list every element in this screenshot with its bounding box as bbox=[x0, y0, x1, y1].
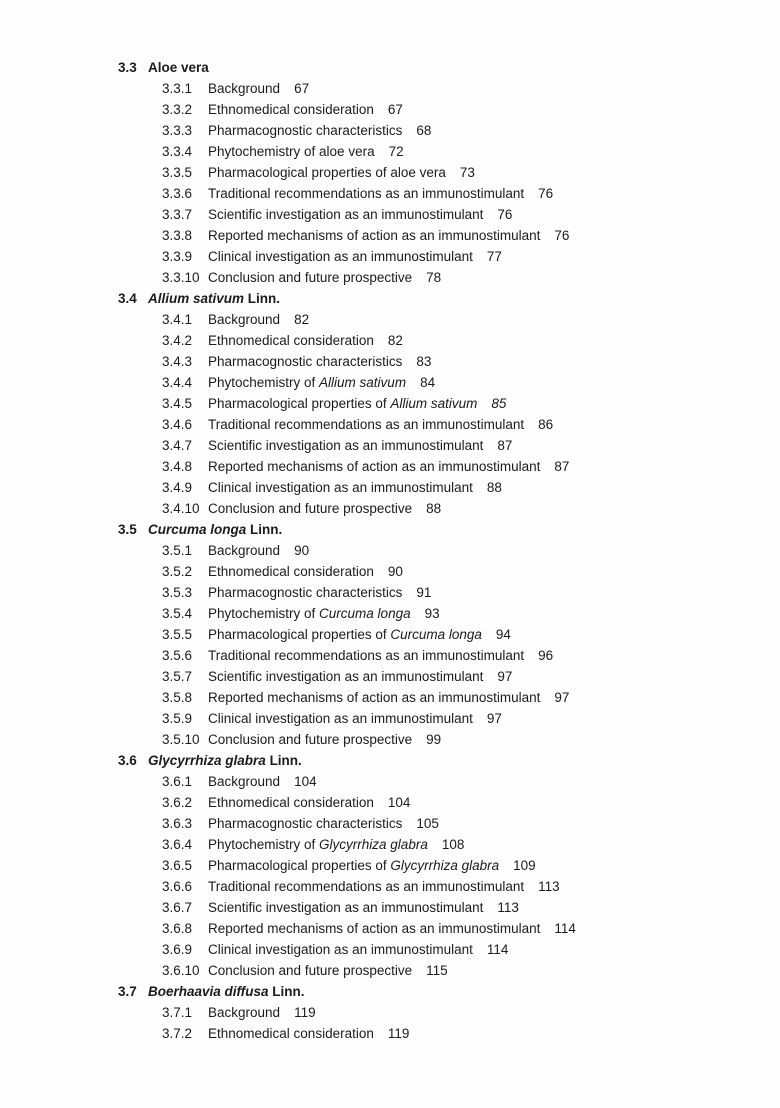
toc-entry-label-pre: Pharmacological properties of bbox=[208, 627, 391, 642]
toc-section-suffix: Linn. bbox=[265, 753, 302, 768]
toc-section-heading bbox=[118, 288, 720, 309]
toc-entry-number: 3.4.9 bbox=[162, 480, 193, 495]
toc-entry-label-italic: Glycyrrhiza glabra bbox=[319, 837, 428, 852]
toc-entry-label-pre: Conclusion and future prospective bbox=[208, 732, 413, 747]
toc-entry bbox=[118, 456, 720, 477]
toc-entry-label-pre: Pharmacological properties of aloe vera bbox=[208, 165, 446, 180]
toc-entry-label-pre: Clinical investigation as an immunostimulant bbox=[208, 942, 473, 957]
toc-entry-number: 3.6.4 bbox=[162, 837, 193, 852]
toc-entry-number: 3.5.1 bbox=[162, 543, 193, 558]
toc-entry-page: 97 bbox=[486, 711, 502, 726]
toc-entry-page: 77 bbox=[486, 249, 502, 264]
toc-entry-label-pre: Conclusion and future prospective bbox=[208, 501, 413, 516]
toc-section-heading bbox=[118, 981, 720, 1002]
toc-entry-label bbox=[208, 963, 412, 978]
toc-entry-label-pre: Traditional recommendations as an immunostimulant bbox=[208, 879, 525, 894]
toc-entry-label-pre: Ethnomedical consideration bbox=[208, 1026, 374, 1041]
toc-entry bbox=[118, 498, 720, 519]
toc-entry bbox=[118, 813, 720, 834]
toc-entry bbox=[118, 120, 720, 141]
toc-section-name: Glycyrrhiza glabra bbox=[148, 753, 266, 768]
toc-entry bbox=[118, 414, 720, 435]
toc-entry-list bbox=[118, 309, 720, 519]
toc-entry-label bbox=[208, 438, 483, 453]
toc-section-name: Aloe vera bbox=[148, 60, 209, 75]
toc-entry-number: 3.6.6 bbox=[162, 879, 193, 894]
toc-entry-label bbox=[208, 81, 280, 96]
toc-entry bbox=[118, 435, 720, 456]
toc-entry-number: 3.3.8 bbox=[162, 228, 193, 243]
toc-entry-page: 76 bbox=[497, 207, 513, 222]
toc-entry-number: 3.3.7 bbox=[162, 207, 193, 222]
toc-entry bbox=[118, 309, 720, 330]
toc-entry-label bbox=[208, 249, 473, 264]
toc-entry-label-pre: Scientific investigation as an immunostimulant bbox=[208, 207, 484, 222]
toc-entry-label-pre: Phytochemistry of aloe vera bbox=[208, 144, 375, 159]
toc-entry-page: 88 bbox=[486, 480, 502, 495]
toc-entry-page: 113 bbox=[497, 900, 519, 915]
toc-entry bbox=[118, 78, 720, 99]
toc-entry-page: 67 bbox=[387, 102, 403, 117]
toc-entry-page: 68 bbox=[416, 123, 432, 138]
toc-entry-label-pre: Ethnomedical consideration bbox=[208, 795, 374, 810]
toc-entry bbox=[118, 225, 720, 246]
toc-entry bbox=[118, 393, 720, 414]
toc-entry-label bbox=[208, 543, 280, 558]
toc-entry-label bbox=[208, 585, 402, 600]
toc-entry-number: 3.3.9 bbox=[162, 249, 193, 264]
toc-entry-label bbox=[208, 732, 412, 747]
toc-section-suffix: Linn. bbox=[244, 291, 281, 306]
toc-section bbox=[118, 519, 720, 750]
toc-entry-number: 3.5.8 bbox=[162, 690, 193, 705]
toc-entry-label-pre: Conclusion and future prospective bbox=[208, 270, 413, 285]
toc-entry-number: 3.5.2 bbox=[162, 564, 193, 579]
toc-entry-label bbox=[208, 921, 540, 936]
toc-entry-label-pre: Pharmacognostic characteristics bbox=[208, 354, 403, 369]
toc-entry bbox=[118, 204, 720, 225]
toc-entry-list bbox=[118, 78, 720, 288]
toc-entry-page: 109 bbox=[513, 858, 536, 873]
toc-entry-page: 93 bbox=[424, 606, 440, 621]
toc-entry-number: 3.6.1 bbox=[162, 774, 193, 789]
toc-entry-label bbox=[208, 480, 473, 495]
toc-entry-number: 3.6.9 bbox=[162, 942, 193, 957]
toc-entry-label bbox=[208, 879, 524, 894]
toc-entry-page: 114 bbox=[554, 921, 576, 936]
toc-section bbox=[118, 750, 720, 981]
toc-entry-label-pre: Reported mechanisms of action as an immunostimulant bbox=[208, 921, 541, 936]
toc-section-name: Allium sativum bbox=[148, 291, 245, 306]
toc-entry-label bbox=[208, 396, 477, 411]
toc-entry-page: 119 bbox=[387, 1026, 410, 1041]
toc-entry-label-pre: Traditional recommendations as an immunostimulant bbox=[208, 648, 525, 663]
toc-entry bbox=[118, 540, 720, 561]
toc-entry-label bbox=[208, 459, 540, 474]
toc-entry-label bbox=[208, 375, 406, 390]
toc-entry-page: 108 bbox=[441, 837, 465, 852]
toc-entry-number: 3.5.6 bbox=[162, 648, 193, 663]
toc-entry-label bbox=[208, 564, 374, 579]
toc-entry bbox=[118, 960, 720, 981]
toc-section-number: 3.3 bbox=[118, 60, 137, 75]
toc-entry-label-pre: Pharmacognostic characteristics bbox=[208, 585, 403, 600]
toc-entry-page: 85 bbox=[491, 396, 507, 411]
toc-entry-number: 3.4.7 bbox=[162, 438, 193, 453]
toc-entry bbox=[118, 561, 720, 582]
toc-entry-page: 88 bbox=[426, 501, 442, 516]
toc-entry bbox=[118, 897, 720, 918]
toc-entry-number: 3.5.10 bbox=[162, 732, 200, 747]
toc-entry-label bbox=[208, 165, 446, 180]
toc-entry-number: 3.4.1 bbox=[162, 312, 193, 327]
toc-entry-page: 78 bbox=[426, 270, 442, 285]
toc-entry-label-pre: Clinical investigation as an immunostimulant bbox=[208, 249, 473, 264]
toc-entry-label bbox=[208, 354, 402, 369]
toc-entry-label bbox=[208, 186, 524, 201]
toc-entry-number: 3.3.5 bbox=[162, 165, 193, 180]
toc-entry-label-pre: Pharmacognostic characteristics bbox=[208, 816, 403, 831]
toc-entry-label-pre: Background bbox=[208, 312, 281, 327]
toc-entry-label bbox=[208, 711, 473, 726]
toc-entry-label bbox=[208, 123, 402, 138]
toc-entry bbox=[118, 876, 720, 897]
toc-entry-label-pre: Background bbox=[208, 774, 281, 789]
toc-entry-label-pre: Pharmacological properties of bbox=[208, 858, 391, 873]
toc-entry bbox=[118, 183, 720, 204]
toc-entry-number: 3.4.10 bbox=[162, 501, 200, 516]
toc-entry-number: 3.3.4 bbox=[162, 144, 193, 159]
toc-entry-page: 96 bbox=[538, 648, 554, 663]
toc-entry-number: 3.5.4 bbox=[162, 606, 193, 621]
toc-entry-label bbox=[208, 816, 402, 831]
toc-section-number: 3.6 bbox=[118, 753, 137, 768]
toc-entry-label-pre: Background bbox=[208, 81, 281, 96]
toc-entry-label bbox=[208, 501, 412, 516]
toc-entry-list bbox=[118, 540, 720, 750]
toc-entry-page: 99 bbox=[426, 732, 442, 747]
toc-entry-number: 3.4.4 bbox=[162, 375, 193, 390]
toc-entry-number: 3.3.3 bbox=[162, 123, 193, 138]
toc-entry bbox=[118, 855, 720, 876]
toc-entry-number: 3.6.5 bbox=[162, 858, 193, 873]
toc-entry-label bbox=[208, 228, 540, 243]
toc-entry-label-italic: Glycyrrhiza glabra bbox=[390, 858, 500, 873]
toc-entry-label-pre: Traditional recommendations as an immunostimulant bbox=[208, 417, 525, 432]
toc-entry-label bbox=[208, 669, 483, 684]
toc-entry-page: 84 bbox=[420, 375, 436, 390]
toc-entry-page: 113 bbox=[538, 879, 560, 894]
toc-entry bbox=[118, 918, 720, 939]
toc-entry bbox=[118, 582, 720, 603]
toc-entry-label-pre: Background bbox=[208, 1005, 281, 1020]
toc-entry bbox=[118, 99, 720, 120]
toc-entry-label-pre: Ethnomedical consideration bbox=[208, 564, 374, 579]
toc-section bbox=[118, 981, 720, 1044]
toc-entry-number: 3.5.5 bbox=[162, 627, 193, 642]
toc-entry-label bbox=[208, 648, 524, 663]
toc-entry-label-pre: Pharmacological properties of bbox=[208, 396, 391, 411]
toc-entry-page: 90 bbox=[387, 564, 403, 579]
toc-entry-page: 72 bbox=[388, 144, 404, 159]
toc-section-number: 3.7 bbox=[118, 984, 137, 999]
toc-entry bbox=[118, 162, 720, 183]
toc-entry bbox=[118, 477, 720, 498]
toc-entry-page: 97 bbox=[497, 669, 513, 684]
toc-entry bbox=[118, 141, 720, 162]
toc-entry-number: 3.4.3 bbox=[162, 354, 193, 369]
toc-entry-page: 119 bbox=[294, 1005, 316, 1020]
toc-entry-label bbox=[208, 900, 483, 915]
toc-entry bbox=[118, 708, 720, 729]
toc-entry bbox=[118, 267, 720, 288]
toc-section-suffix: Linn. bbox=[268, 984, 305, 999]
toc-entry-number: 3.3.6 bbox=[162, 186, 193, 201]
toc-entry-label-italic: Curcuma longa bbox=[390, 627, 482, 642]
toc-entry-page: 97 bbox=[554, 690, 570, 705]
toc-entry-label bbox=[208, 606, 411, 621]
toc-entry-page: 104 bbox=[294, 774, 317, 789]
toc-entry-label-pre: Scientific investigation as an immunostimulant bbox=[208, 900, 484, 915]
toc-section-name: Boerhaavia diffusa bbox=[148, 984, 269, 999]
toc-entry-page: 104 bbox=[387, 795, 411, 810]
toc-section-heading bbox=[118, 519, 720, 540]
toc-entry-label-pre: Clinical investigation as an immunostimulant bbox=[208, 480, 473, 495]
toc-entry bbox=[118, 351, 720, 372]
toc-entry-label-pre: Ethnomedical consideration bbox=[208, 333, 374, 348]
toc-entry-page: 73 bbox=[459, 165, 475, 180]
toc-entry-label bbox=[208, 858, 499, 873]
toc-section-heading bbox=[118, 750, 720, 771]
toc-entry-number: 3.3.2 bbox=[162, 102, 193, 117]
toc-entry-number: 3.4.5 bbox=[162, 396, 193, 411]
toc-section-name: Curcuma longa bbox=[148, 522, 247, 537]
toc-entry-number: 3.7.1 bbox=[162, 1005, 193, 1020]
toc-entry-number: 3.6.8 bbox=[162, 921, 193, 936]
toc-entry-number: 3.6.3 bbox=[162, 816, 193, 831]
toc-entry-label bbox=[208, 795, 374, 810]
toc-entry-list bbox=[118, 1002, 720, 1044]
toc-section-suffix: Linn. bbox=[246, 522, 283, 537]
toc-entry-page: 91 bbox=[416, 585, 432, 600]
toc-entry-number: 3.6.10 bbox=[162, 963, 200, 978]
toc-entry-page: 83 bbox=[416, 354, 432, 369]
toc-entry-number: 3.6.7 bbox=[162, 900, 193, 915]
toc-entry-number: 3.4.2 bbox=[162, 333, 193, 348]
toc-entry-label bbox=[208, 102, 374, 117]
toc-entry-label-pre: Conclusion and future prospective bbox=[208, 963, 413, 978]
toc-entry-number: 3.6.2 bbox=[162, 795, 193, 810]
toc-entry bbox=[118, 729, 720, 750]
toc-section-number: 3.5 bbox=[118, 522, 137, 537]
toc-entry bbox=[118, 246, 720, 267]
toc-entry-label bbox=[208, 627, 482, 642]
toc-entry-label bbox=[208, 207, 483, 222]
toc-entry-page: 67 bbox=[294, 81, 310, 96]
toc-entry-label-pre: Phytochemistry of bbox=[208, 375, 320, 390]
table-of-contents bbox=[118, 57, 720, 1044]
toc-entry-label-pre: Scientific investigation as an immunostimulant bbox=[208, 438, 484, 453]
toc-entry bbox=[118, 624, 720, 645]
toc-section-heading bbox=[118, 57, 720, 78]
toc-entry-page: 87 bbox=[554, 459, 570, 474]
toc-entry-page: 114 bbox=[486, 942, 509, 957]
toc-entry-page: 87 bbox=[497, 438, 513, 453]
toc-entry-label-pre: Traditional recommendations as an immunostimulant bbox=[208, 186, 525, 201]
toc-entry-number: 3.3.1 bbox=[162, 81, 193, 96]
toc-section-number: 3.4 bbox=[118, 291, 137, 306]
toc-entry-label-pre: Phytochemistry of bbox=[208, 837, 320, 852]
toc-entry bbox=[118, 330, 720, 351]
toc-entry-label-italic: Curcuma longa bbox=[319, 606, 411, 621]
toc-entry bbox=[118, 687, 720, 708]
toc-entry-label-pre: Reported mechanisms of action as an immunostimulant bbox=[208, 459, 541, 474]
toc-entry-number: 3.5.7 bbox=[162, 669, 193, 684]
toc-entry bbox=[118, 645, 720, 666]
toc-entry-number: 3.4.8 bbox=[162, 459, 193, 474]
toc-entry-label bbox=[208, 333, 374, 348]
toc-entry-label bbox=[208, 837, 428, 852]
toc-entry-label bbox=[208, 774, 280, 789]
toc-entry-label-pre: Reported mechanisms of action as an immunostimulant bbox=[208, 228, 541, 243]
toc-entry bbox=[118, 834, 720, 855]
toc-entry-label bbox=[208, 144, 375, 159]
toc-section bbox=[118, 288, 720, 519]
toc-entry-label bbox=[208, 270, 412, 285]
toc-entry bbox=[118, 771, 720, 792]
toc-entry-label-pre: Phytochemistry of bbox=[208, 606, 320, 621]
toc-entry bbox=[118, 939, 720, 960]
toc-entry-label-pre: Reported mechanisms of action as an immunostimulant bbox=[208, 690, 541, 705]
toc-entry-number: 3.7.2 bbox=[162, 1026, 193, 1041]
toc-entry-page: 90 bbox=[294, 543, 310, 558]
toc-entry-page: 76 bbox=[554, 228, 570, 243]
toc-entry bbox=[118, 603, 720, 624]
toc-entry-label bbox=[208, 942, 473, 957]
toc-entry-label bbox=[208, 690, 540, 705]
toc-entry-page: 82 bbox=[294, 312, 310, 327]
toc-entry-page: 86 bbox=[538, 417, 554, 432]
toc-entry-list bbox=[118, 771, 720, 981]
toc-entry-label bbox=[208, 1005, 280, 1020]
toc-entry-number: 3.5.3 bbox=[162, 585, 193, 600]
toc-entry-page: 105 bbox=[416, 816, 439, 831]
toc-entry-label-pre: Background bbox=[208, 543, 281, 558]
toc-entry-label-italic: Allium sativum bbox=[390, 396, 478, 411]
toc-entry bbox=[118, 1002, 720, 1023]
toc-entry bbox=[118, 666, 720, 687]
toc-entry bbox=[118, 792, 720, 813]
toc-entry-page: 94 bbox=[495, 627, 511, 642]
toc-entry-label-pre: Scientific investigation as an immunostimulant bbox=[208, 669, 484, 684]
toc-entry bbox=[118, 1023, 720, 1044]
toc-entry-label bbox=[208, 417, 524, 432]
toc-entry-label-pre: Pharmacognostic characteristics bbox=[208, 123, 403, 138]
toc-entry-page: 115 bbox=[426, 963, 448, 978]
toc-entry-page: 82 bbox=[387, 333, 403, 348]
toc-section bbox=[118, 57, 720, 288]
toc-entry-label bbox=[208, 312, 280, 327]
toc-entry-label-italic: Allium sativum bbox=[319, 375, 407, 390]
toc-entry-label bbox=[208, 1026, 374, 1041]
toc-entry-number: 3.4.6 bbox=[162, 417, 193, 432]
toc-entry-number: 3.3.10 bbox=[162, 270, 200, 285]
toc-entry-page: 76 bbox=[538, 186, 554, 201]
toc-entry-label-pre: Ethnomedical consideration bbox=[208, 102, 374, 117]
toc-entry bbox=[118, 372, 720, 393]
toc-entry-number: 3.5.9 bbox=[162, 711, 193, 726]
toc-entry-label-pre: Clinical investigation as an immunostimulant bbox=[208, 711, 473, 726]
